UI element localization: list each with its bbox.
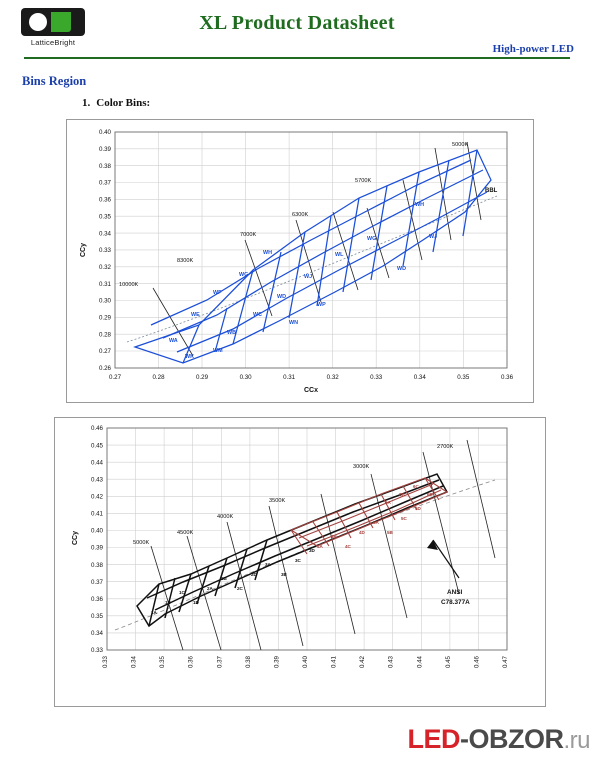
page-title: XL Product Datasheet xyxy=(199,12,395,34)
svg-text:0.34: 0.34 xyxy=(413,374,426,381)
svg-text:0.28: 0.28 xyxy=(152,374,165,381)
svg-text:0.45: 0.45 xyxy=(444,656,452,669)
svg-text:0.26: 0.26 xyxy=(98,365,111,373)
svg-text:6B: 6B xyxy=(399,492,405,497)
svg-text:WN: WN xyxy=(289,320,298,326)
svg-text:5000K: 5000K xyxy=(452,142,469,148)
svg-text:2A: 2A xyxy=(207,586,213,591)
svg-text:0.33: 0.33 xyxy=(370,374,383,381)
svg-text:6C: 6C xyxy=(413,484,419,489)
svg-text:WH: WH xyxy=(415,202,424,208)
svg-text:WJ: WJ xyxy=(429,234,438,240)
svg-text:4C: 4C xyxy=(345,544,351,549)
svg-text:0.35: 0.35 xyxy=(98,213,111,221)
svg-text:WD: WD xyxy=(397,266,406,272)
watermark-ru: .ru xyxy=(563,727,590,754)
svg-text:0.45: 0.45 xyxy=(90,442,103,450)
svg-text:0.39: 0.39 xyxy=(273,656,281,669)
svg-text:0.27: 0.27 xyxy=(108,374,122,381)
chart2-cct-lines xyxy=(151,440,495,650)
svg-text:0.29: 0.29 xyxy=(195,374,209,381)
chart1-x-ticks xyxy=(109,374,514,381)
svg-text:0.46: 0.46 xyxy=(473,656,481,669)
logo-mark-icon xyxy=(21,8,85,36)
svg-text:0.36: 0.36 xyxy=(187,656,195,669)
svg-text:0.36: 0.36 xyxy=(90,596,103,603)
svg-text:0.40: 0.40 xyxy=(302,656,309,669)
svg-text:3A: 3A xyxy=(265,562,271,567)
svg-text:0.43: 0.43 xyxy=(387,656,395,669)
chart1-y-ticks xyxy=(99,129,112,372)
svg-text:0.37: 0.37 xyxy=(90,578,103,586)
svg-text:0.40: 0.40 xyxy=(90,527,103,535)
chart1-ylabel: CCy xyxy=(80,242,87,258)
svg-text:WL: WL xyxy=(335,252,344,258)
svg-text:0.30: 0.30 xyxy=(239,374,252,381)
svg-text:1C: 1C xyxy=(179,590,185,595)
svg-text:0.29: 0.29 xyxy=(98,314,111,322)
svg-text:0.39: 0.39 xyxy=(98,146,111,153)
svg-text:5000K: 5000K xyxy=(133,540,150,546)
chart2-svg xyxy=(55,418,545,706)
logo-text: LatticeBright xyxy=(30,38,76,47)
svg-text:0.32: 0.32 xyxy=(326,374,339,381)
svg-text:2D: 2D xyxy=(251,572,257,577)
svg-text:C78.377A: C78.377A xyxy=(441,599,470,606)
svg-text:0.40: 0.40 xyxy=(98,129,111,137)
svg-text:0.34: 0.34 xyxy=(130,656,138,669)
svg-text:0.33: 0.33 xyxy=(98,247,111,255)
svg-text:WG: WG xyxy=(239,272,249,278)
svg-text:2700K: 2700K xyxy=(437,444,454,450)
svg-text:0.30: 0.30 xyxy=(98,297,111,305)
svg-text:0.35: 0.35 xyxy=(159,656,167,669)
chart1-bbl-label: BBL xyxy=(485,188,498,194)
svg-text:WA: WA xyxy=(169,338,178,344)
chart2-gridlines xyxy=(107,428,507,650)
svg-text:0.41: 0.41 xyxy=(330,656,338,669)
svg-text:0.34: 0.34 xyxy=(98,230,111,238)
svg-text:0.37: 0.37 xyxy=(98,179,111,187)
chart2-ylabel: CCy xyxy=(72,530,79,546)
svg-text:6300K: 6300K xyxy=(292,212,309,218)
svg-text:10000K: 10000K xyxy=(119,282,139,288)
svg-text:WK: WK xyxy=(185,354,194,360)
svg-text:0.38: 0.38 xyxy=(244,656,252,669)
svg-text:1D: 1D xyxy=(193,600,199,605)
svg-text:3C: 3C xyxy=(295,558,301,563)
svg-text:5700K: 5700K xyxy=(355,178,372,184)
page-subtitle: High-power LED xyxy=(492,43,574,55)
svg-text:6A: 6A xyxy=(385,500,391,505)
svg-text:0.36: 0.36 xyxy=(500,374,514,381)
svg-text:WD: WD xyxy=(277,294,286,300)
chart2-ansi-annotation xyxy=(427,540,470,606)
header-divider xyxy=(24,57,570,59)
svg-text:0.35: 0.35 xyxy=(457,374,470,381)
svg-text:4D: 4D xyxy=(359,530,365,535)
svg-text:1A: 1A xyxy=(151,610,157,615)
svg-text:WE: WE xyxy=(191,312,200,318)
svg-text:0.41: 0.41 xyxy=(90,510,103,518)
svg-text:WM: WM xyxy=(213,348,223,354)
svg-text:WH: WH xyxy=(263,250,272,256)
chart1-cct-labels xyxy=(119,142,468,288)
section-item-number: 1. xyxy=(82,97,91,109)
svg-text:WC: WC xyxy=(253,312,262,318)
chart2-bin-mesh-red xyxy=(291,478,447,554)
svg-text:3000K: 3000K xyxy=(353,464,370,470)
svg-text:0.42: 0.42 xyxy=(90,493,103,501)
svg-text:4500K: 4500K xyxy=(177,530,194,536)
chart2-blackbody-locus xyxy=(115,480,495,630)
chart1-bin-mesh xyxy=(135,150,491,363)
svg-text:4000K: 4000K xyxy=(217,514,234,520)
svg-text:5A: 5A xyxy=(373,520,379,525)
watermark-led: LED xyxy=(407,724,460,754)
svg-text:0.46: 0.46 xyxy=(90,425,103,433)
svg-text:WB: WB xyxy=(227,330,236,336)
svg-text:5B: 5B xyxy=(387,530,393,535)
watermark xyxy=(408,724,591,755)
chart1-xlabel: CCx xyxy=(303,387,319,394)
svg-text:5C: 5C xyxy=(401,516,407,521)
page-header xyxy=(0,0,600,66)
svg-text:0.36: 0.36 xyxy=(98,196,111,204)
svg-text:0.43: 0.43 xyxy=(90,476,103,484)
svg-text:0.33: 0.33 xyxy=(90,647,103,655)
svg-text:0.31: 0.31 xyxy=(283,374,296,381)
svg-text:3B: 3B xyxy=(281,572,287,577)
chart1-blackbody-locus xyxy=(127,196,497,342)
svg-text:WP: WP xyxy=(317,302,326,308)
svg-text:0.38: 0.38 xyxy=(90,561,103,569)
svg-text:4A: 4A xyxy=(317,544,323,549)
svg-text:5D: 5D xyxy=(415,506,421,511)
svg-text:0.31: 0.31 xyxy=(98,280,111,288)
svg-text:4B: 4B xyxy=(331,534,337,539)
svg-text:WG: WG xyxy=(367,236,377,242)
svg-text:0.27: 0.27 xyxy=(98,348,111,356)
svg-text:0.34: 0.34 xyxy=(90,630,103,638)
chart1-svg xyxy=(67,120,533,402)
svg-text:0.47: 0.47 xyxy=(502,656,509,669)
svg-text:1B: 1B xyxy=(165,600,171,605)
svg-text:WJ: WJ xyxy=(304,274,313,280)
company-logo xyxy=(16,8,90,47)
svg-text:0.37: 0.37 xyxy=(216,656,224,669)
svg-text:7000K: 7000K xyxy=(240,232,257,238)
svg-text:0.42: 0.42 xyxy=(359,656,367,669)
svg-text:3D: 3D xyxy=(309,548,315,553)
svg-text:0.33: 0.33 xyxy=(102,656,109,669)
section-item xyxy=(82,97,600,109)
watermark-obzor: -OBZOR xyxy=(460,724,564,754)
chart-color-bins-warm-white xyxy=(54,417,546,707)
svg-text:0.44: 0.44 xyxy=(90,459,103,467)
svg-text:0.39: 0.39 xyxy=(90,544,103,552)
section-title: Bins Region xyxy=(22,74,87,88)
svg-text:0.32: 0.32 xyxy=(98,264,111,271)
section-item-label: Color Bins: xyxy=(96,97,151,109)
svg-text:3500K: 3500K xyxy=(269,498,286,504)
svg-text:0.28: 0.28 xyxy=(98,331,111,339)
chart2-x-ticks xyxy=(102,655,509,668)
svg-text:ANSI: ANSI xyxy=(447,589,463,596)
svg-text:8300K: 8300K xyxy=(177,258,194,264)
svg-text:WF: WF xyxy=(213,290,222,296)
svg-text:2C: 2C xyxy=(237,586,243,591)
svg-text:2B: 2B xyxy=(221,576,227,581)
svg-text:0.38: 0.38 xyxy=(98,162,111,170)
chart-color-bins-cool-white xyxy=(66,119,534,403)
svg-text:0.35: 0.35 xyxy=(90,613,103,620)
chart2-y-ticks xyxy=(91,425,104,654)
svg-text:6D: 6D xyxy=(427,492,433,497)
svg-text:0.44: 0.44 xyxy=(416,656,424,669)
